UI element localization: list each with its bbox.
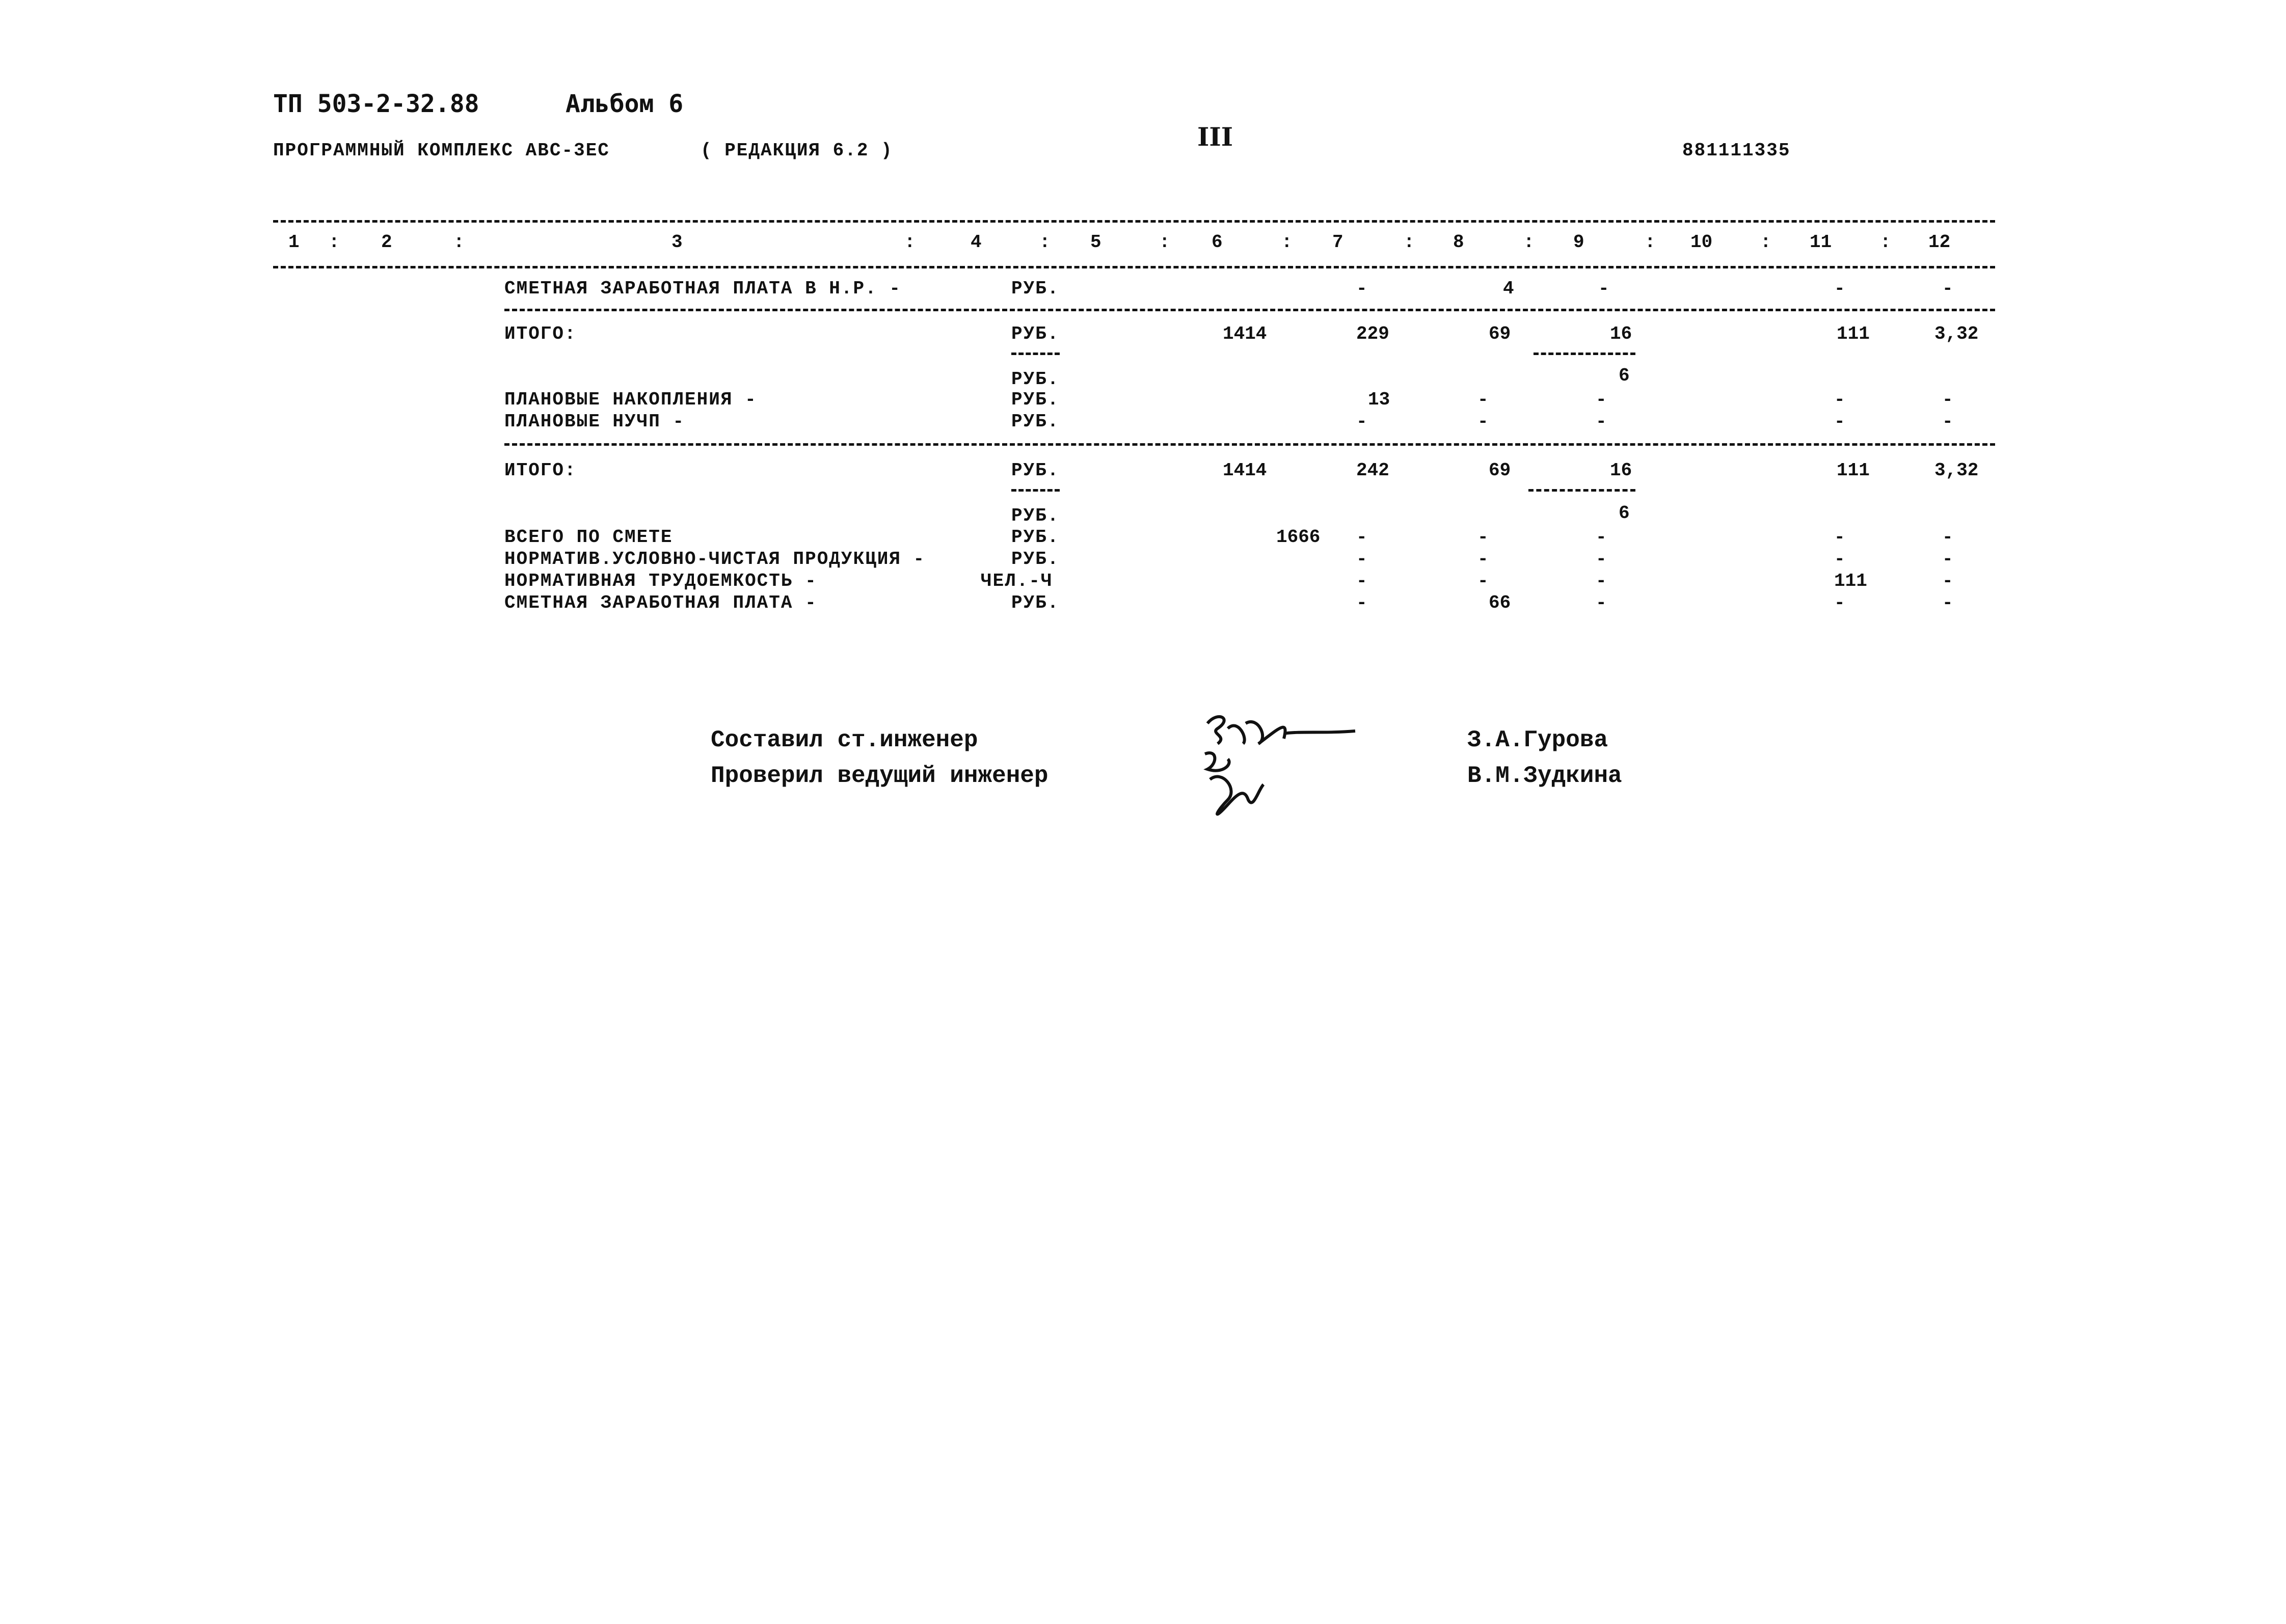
cell-col9: - [1598, 278, 1609, 299]
cell-col12: - [1942, 411, 1953, 432]
album-label: Альбом 6 [566, 90, 684, 118]
value-underline [1528, 489, 1635, 492]
cell-col11: - [1834, 592, 1845, 613]
row-unit: РУБ. [1011, 592, 1060, 613]
column-separator: : [1645, 232, 1656, 253]
row-unit: РУБ. [1011, 460, 1060, 481]
row-unit: РУБ. [1011, 278, 1060, 299]
cell-col6: 1666 [1276, 527, 1321, 548]
cell-col8: - [1477, 411, 1489, 432]
unit-underline [1011, 353, 1060, 355]
column-separator: : [453, 232, 465, 253]
page-number: III [1197, 122, 1233, 152]
column-separator: : [1404, 232, 1415, 253]
column-separator: : [1281, 232, 1293, 253]
cell-col12: - [1942, 527, 1953, 548]
cell-col12: 3,32 [1934, 323, 1979, 344]
column-separator: : [1523, 232, 1535, 253]
signer-role: Проверил ведущий инженер [711, 763, 1048, 789]
cell-col12: - [1942, 389, 1953, 410]
cell-col7: 242 [1356, 460, 1389, 481]
column-header: 9 [1573, 232, 1584, 253]
row-label: ИТОГО: [504, 460, 577, 481]
cell-col9: - [1596, 527, 1607, 548]
cell-col11: 111 [1837, 323, 1870, 344]
row-label: СМЕТНАЯ ЗАРАБОТНАЯ ПЛАТА В Н.Р. - [504, 278, 901, 299]
cell-col7: - [1356, 278, 1367, 299]
cell-col8: - [1477, 527, 1489, 548]
column-header: 8 [1453, 232, 1464, 253]
document-number: 881111335 [1682, 140, 1791, 161]
row-unit: ЧЕЛ.-Ч [981, 571, 1053, 591]
row-rule [504, 443, 1995, 446]
row-label: ПЛАНОВЫЕ НУЧП - [504, 411, 685, 432]
row-unit: РУБ. [1011, 389, 1060, 410]
signer-name: В.М.Зудкина [1467, 763, 1622, 789]
cell-col12: - [1942, 549, 1953, 570]
column-header: 12 [1928, 232, 1951, 253]
cell-col9: 6 [1619, 503, 1630, 524]
column-separator: : [1039, 232, 1051, 253]
row-label: НОРМАТИВНАЯ ТРУДОЕМКОСТЬ - [504, 571, 817, 591]
cell-col11: - [1834, 389, 1845, 410]
cell-col9: - [1596, 592, 1607, 613]
handwritten-signature [1197, 708, 1365, 825]
table-header-bottom-rule [273, 266, 1995, 268]
cell-col9: - [1596, 389, 1607, 410]
column-header: 1 [288, 232, 300, 253]
column-header: 10 [1690, 232, 1713, 253]
cell-col8: - [1477, 571, 1489, 591]
value-underline [1534, 353, 1635, 355]
document-code: ТП 503-2-32.88 [273, 90, 479, 118]
cell-col7: - [1356, 411, 1367, 432]
column-header: 11 [1810, 232, 1832, 253]
edition-label: ( РЕДАКЦИЯ 6.2 ) [701, 140, 893, 161]
cell-col12: 3,32 [1934, 460, 1979, 481]
column-separator: : [1880, 232, 1891, 253]
cell-col8: - [1477, 549, 1489, 570]
cell-col8: 66 [1489, 592, 1511, 613]
cell-col7: - [1356, 527, 1367, 548]
cell-col11: - [1834, 278, 1845, 299]
row-rule [504, 309, 1995, 311]
cell-col11: - [1834, 527, 1845, 548]
cell-col9: - [1596, 411, 1607, 432]
cell-col8: - [1477, 389, 1489, 410]
row-label: ВСЕГО ПО СМЕТЕ [504, 527, 673, 548]
column-header: 4 [971, 232, 982, 253]
row-unit: РУБ. [1011, 549, 1060, 570]
column-header: 6 [1212, 232, 1223, 253]
row-unit: РУБ. [1011, 323, 1060, 344]
cell-col6: 1414 [1223, 460, 1267, 481]
cell-col7: - [1356, 571, 1367, 591]
row-label: ПЛАНОВЫЕ НАКОПЛЕНИЯ - [504, 389, 757, 410]
row-unit: РУБ. [1011, 369, 1060, 390]
row-unit: РУБ. [1011, 527, 1060, 548]
row-unit: РУБ. [1011, 411, 1060, 432]
column-separator: : [329, 232, 340, 253]
cell-col8: 69 [1489, 323, 1511, 344]
table-top-rule [273, 220, 1995, 223]
column-separator: : [904, 232, 916, 253]
cell-col7: 13 [1368, 389, 1390, 410]
cell-col11: 111 [1834, 571, 1867, 591]
row-unit: РУБ. [1011, 505, 1060, 526]
cell-col9: 16 [1610, 460, 1632, 481]
column-header: 7 [1332, 232, 1343, 253]
signer-name: З.А.Гурова [1467, 727, 1608, 753]
cell-col9: - [1596, 571, 1607, 591]
row-label: СМЕТНАЯ ЗАРАБОТНАЯ ПЛАТА - [504, 592, 817, 613]
cell-col11: 111 [1837, 460, 1870, 481]
column-separator: : [1159, 232, 1170, 253]
column-separator: : [1760, 232, 1771, 253]
row-label: НОРМАТИВ.УСЛОВНО-ЧИСТАЯ ПРОДУКЦИЯ - [504, 549, 926, 570]
unit-underline [1011, 489, 1060, 492]
cell-col7: - [1356, 549, 1367, 570]
cell-col6: 1414 [1223, 323, 1267, 344]
column-header: 3 [671, 232, 683, 253]
cell-col12: - [1942, 278, 1953, 299]
cell-col8: 69 [1489, 460, 1511, 481]
cell-col12: - [1942, 592, 1953, 613]
column-header: 5 [1090, 232, 1101, 253]
cell-col11: - [1834, 411, 1845, 432]
column-header: 2 [381, 232, 392, 253]
cell-col9: 16 [1610, 323, 1632, 344]
cell-col7: 229 [1356, 323, 1389, 344]
cell-col8: 4 [1503, 278, 1514, 299]
cell-col11: - [1834, 549, 1845, 570]
cell-col9: - [1596, 549, 1607, 570]
cell-col12: - [1942, 571, 1953, 591]
cell-col9: 6 [1619, 365, 1630, 386]
signer-role: Составил ст.инженер [711, 727, 978, 753]
row-label: ИТОГО: [504, 323, 577, 344]
program-title: ПРОГРАММНЫЙ КОМПЛЕКС АВС-3ЕС [273, 140, 610, 161]
cell-col7: - [1356, 592, 1367, 613]
